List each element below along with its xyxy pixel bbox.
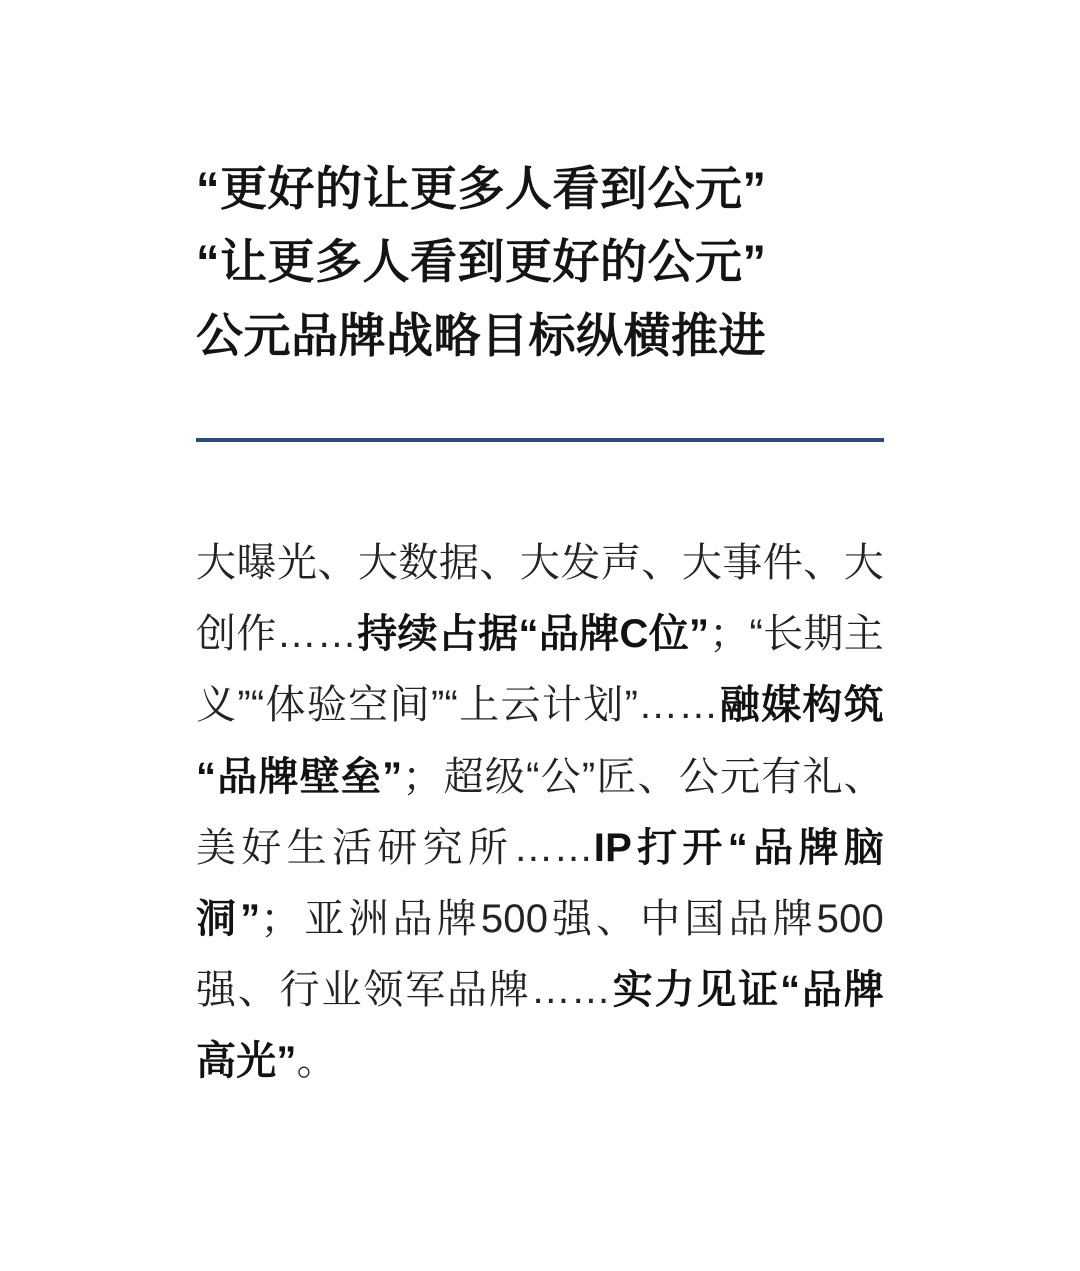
- body-segment-9: 。: [296, 1039, 337, 1084]
- headline-line-2: “让更多人看到更好的公元”: [196, 235, 767, 289]
- body-segment-8: 实力见证“品牌高光”: [196, 968, 885, 1084]
- body-segment-1: 大曝光、大数据、大发声、大事件、大创作……: [196, 540, 884, 657]
- body-segment-4: 融媒构筑“品牌壁垒”: [196, 683, 884, 799]
- body-segment-2: 持续占据“品牌C位”: [357, 612, 710, 657]
- body-segment-5: ；超级“公”匠、公元有礼、美好生活研究所……: [196, 754, 885, 870]
- body-segment-3: ；“长期主义”“体验空间”“上云计划”……: [196, 612, 884, 728]
- body-segment-6: IP打开“品牌脑洞”: [196, 825, 884, 941]
- body-paragraph: [196, 442, 884, 1098]
- headline-line-3: 公元品牌战略目标纵横推进: [196, 308, 766, 362]
- body-segment-7: ；亚洲品牌500强、中国品牌500强、行业领军品牌……: [196, 896, 884, 1013]
- headline-line-1: “更好的让更多人看到公元”: [196, 162, 767, 215]
- page-title: [196, 0, 884, 372]
